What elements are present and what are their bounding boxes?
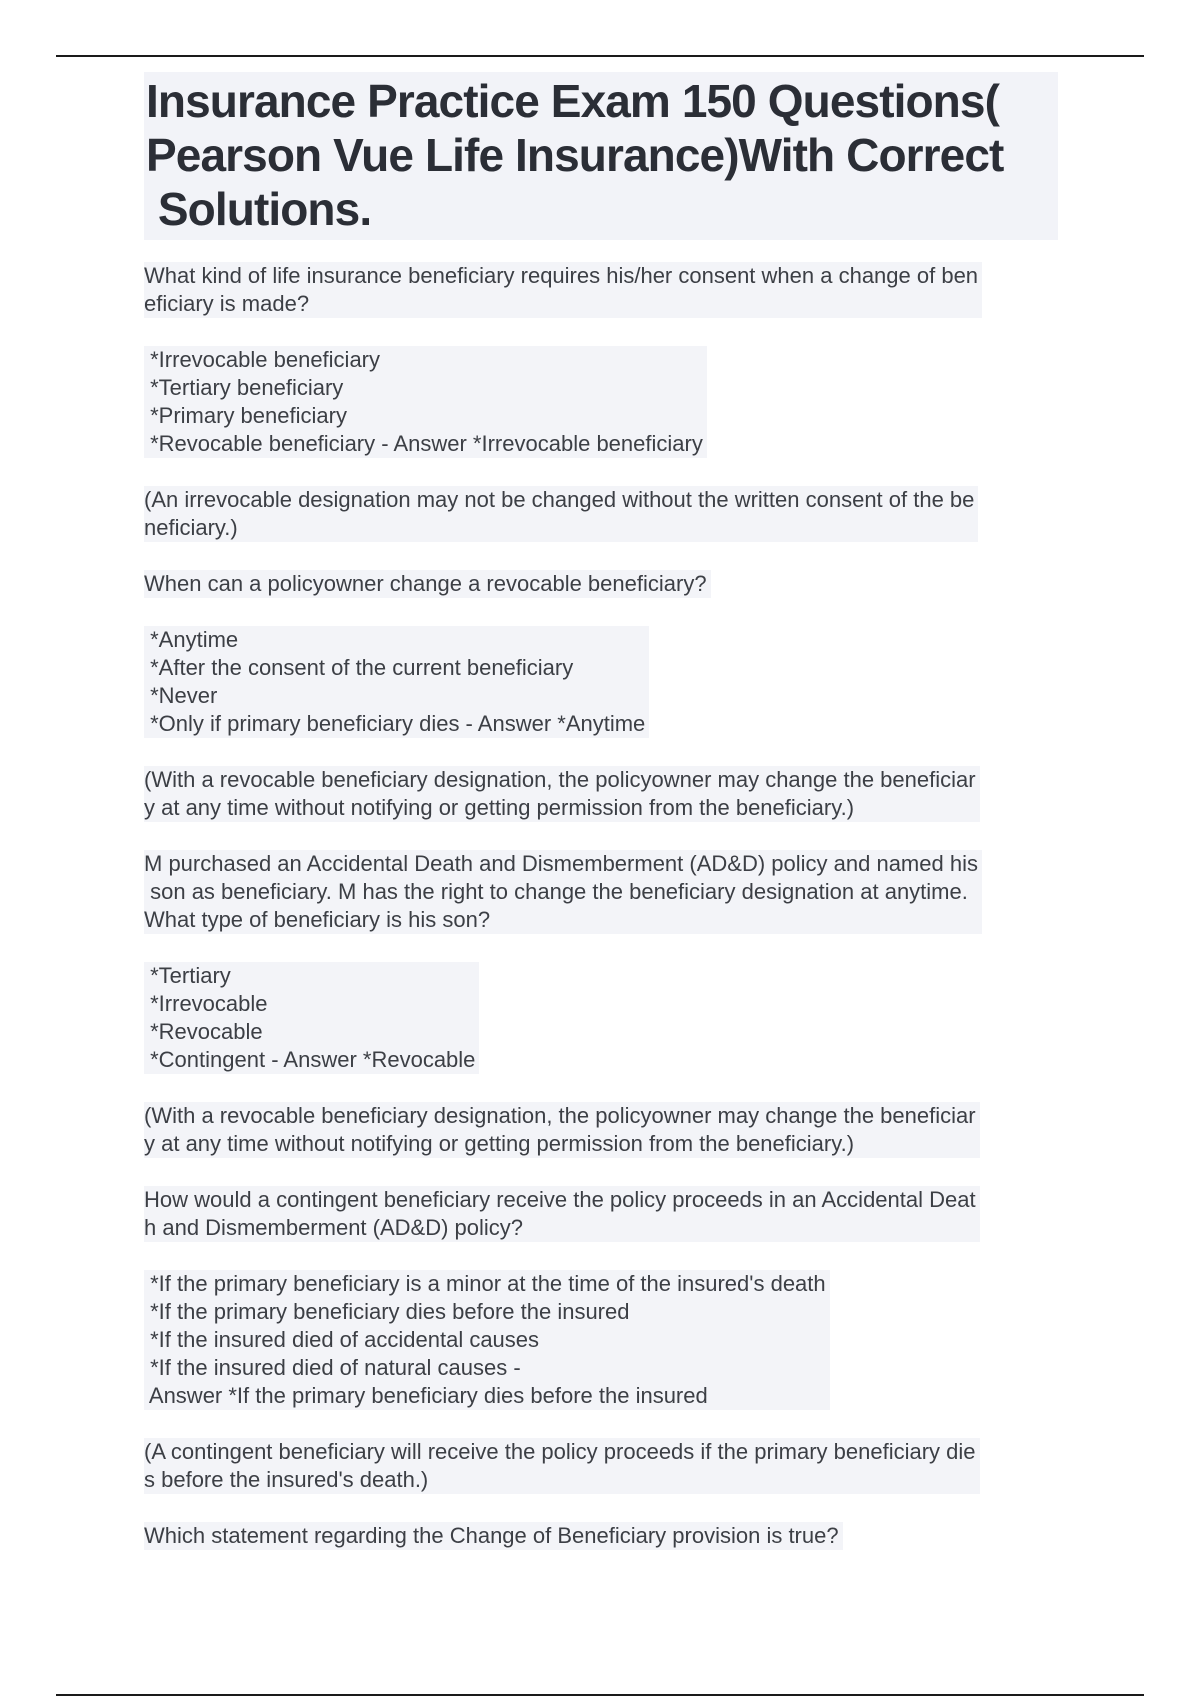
paragraph-text	[144, 626, 649, 738]
text-line: son as beneficiary. M has the right to change the beneficiary designation at anytime.	[144, 879, 968, 904]
text-line: *Never	[144, 683, 218, 708]
paragraph	[144, 1270, 1064, 1410]
paragraph	[144, 1438, 1064, 1494]
text-line: What type of beneficiary is his son?	[144, 907, 491, 932]
paragraph-text	[144, 262, 982, 318]
paragraph	[144, 346, 1064, 458]
text-line: *Only if primary beneficiary dies - Answer *Anytime	[144, 711, 646, 736]
title-line: Pearson Vue Life Insurance)With Correct	[146, 129, 1004, 181]
text-line: (An irrevocable designation may not be changed without the written consent of the be	[144, 487, 975, 512]
bottom-rule	[56, 1694, 1144, 1696]
text-line: y at any time without notifying or getting permission from the beneficiary.)	[144, 1131, 855, 1156]
paragraph-text	[144, 850, 982, 934]
text-line: (A contingent beneficiary will receive the policy proceeds if the primary beneficiary die	[144, 1439, 976, 1464]
paragraph-text	[144, 1102, 980, 1158]
text-line: What kind of life insurance beneficiary requires his/her consent when a change of ben	[144, 263, 979, 288]
text-line: Which statement regarding the Change of Beneficiary provision is true?	[144, 1523, 839, 1548]
text-line: *Tertiary beneficiary	[144, 375, 344, 400]
text-line: h and Dismemberment (AD&D) policy?	[144, 1215, 524, 1240]
text-line: M purchased an Accidental Death and Dismemberment (AD&D) policy and named his	[144, 851, 978, 876]
paragraph	[144, 1102, 1064, 1158]
text-line: eficiary is made?	[144, 291, 310, 316]
text-line: s before the insured's death.)	[144, 1467, 429, 1492]
paragraph	[144, 570, 1064, 598]
text-line: *After the consent of the current beneficiary	[144, 655, 574, 680]
paragraph-text	[144, 570, 711, 598]
paragraph-text	[144, 766, 980, 822]
paragraph	[144, 850, 1064, 934]
paragraph-text	[144, 962, 479, 1074]
document-title	[144, 72, 1058, 240]
text-line: neficiary.)	[144, 515, 238, 540]
paragraph-text	[144, 1522, 843, 1550]
paragraph-text	[144, 1270, 830, 1410]
paragraph	[144, 262, 1064, 318]
text-line: *Tertiary	[144, 963, 231, 988]
title-line: Insurance Practice Exam 150 Questions(	[146, 75, 999, 127]
title-line: Solutions.	[146, 183, 372, 235]
paragraph-text	[144, 346, 707, 458]
text-line: When can a policyowner change a revocable beneficiary?	[144, 571, 707, 596]
paragraph	[144, 626, 1064, 738]
top-rule	[56, 55, 1144, 57]
text-line: *Revocable	[144, 1019, 263, 1044]
paragraph	[144, 1186, 1064, 1242]
text-line: y at any time without notifying or getting permission from the beneficiary.)	[144, 795, 855, 820]
document-body	[144, 262, 1064, 1550]
paragraph-text	[144, 1186, 980, 1242]
paragraph	[144, 1522, 1064, 1550]
text-line: (With a revocable beneficiary designation, the policyowner may change the beneficiar	[144, 767, 976, 792]
text-line: How would a contingent beneficiary receive the policy proceeds in an Accidental Deat	[144, 1187, 976, 1212]
paragraph-text	[144, 1438, 980, 1494]
text-line: (With a revocable beneficiary designation, the policyowner may change the beneficiar	[144, 1103, 976, 1128]
text-line: *Irrevocable beneficiary	[144, 347, 381, 372]
paragraph-text	[144, 486, 978, 542]
text-line: *If the primary beneficiary is a minor at the time of the insured's death	[144, 1271, 826, 1296]
text-line: *If the insured died of natural causes -	[144, 1355, 521, 1380]
text-line: *Revocable beneficiary - Answer *Irrevocable beneficiary	[144, 431, 703, 456]
text-line: *Contingent - Answer *Revocable	[144, 1047, 476, 1072]
text-line: *Primary beneficiary	[144, 403, 347, 428]
text-line: *If the primary beneficiary dies before the insured	[144, 1299, 630, 1324]
paragraph	[144, 766, 1064, 822]
paragraph	[144, 962, 1064, 1074]
text-line: Answer *If the primary beneficiary dies before the insured	[144, 1383, 708, 1408]
text-line: *Irrevocable	[144, 991, 268, 1016]
text-line: *If the insured died of accidental causes	[144, 1327, 540, 1352]
paragraph	[144, 486, 1064, 542]
text-line: *Anytime	[144, 627, 239, 652]
